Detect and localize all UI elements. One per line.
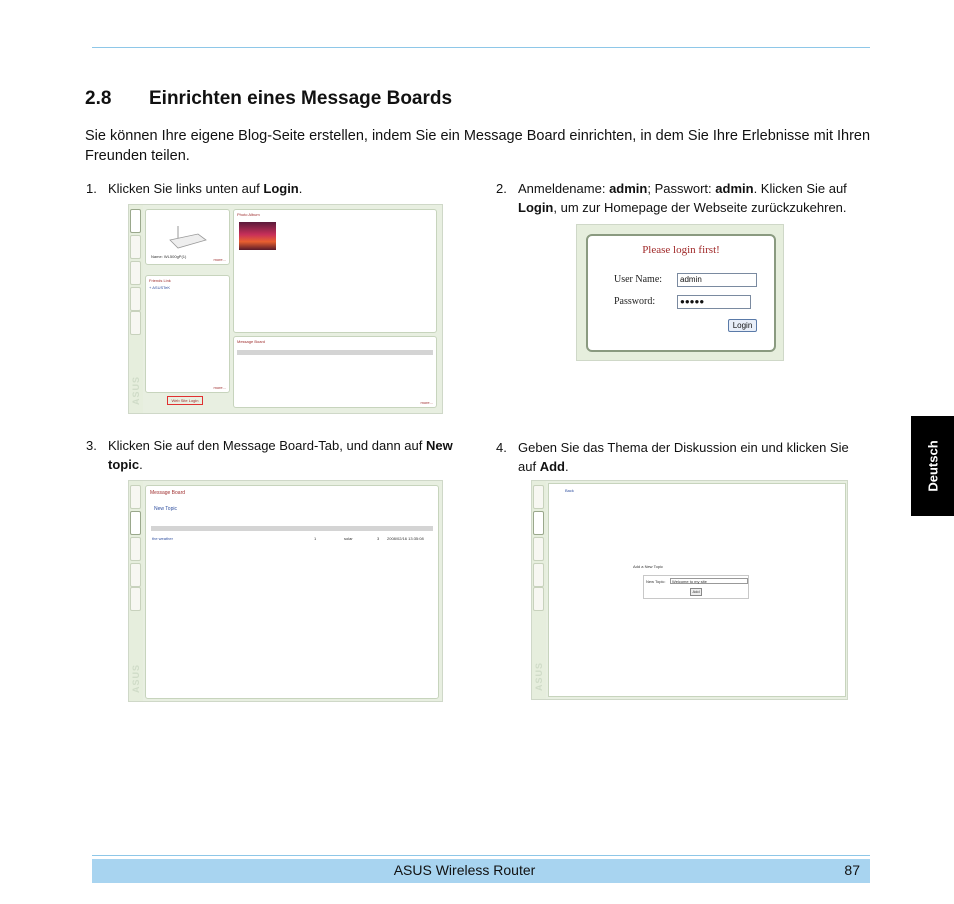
step-text: Geben Sie das Thema der Diskussion ein und klicken Sie auf (518, 440, 849, 474)
step-keyword: Login (263, 181, 299, 196)
topic-times: 3 (377, 536, 380, 541)
screenshot-add-topic (531, 480, 848, 700)
user-name-label: User Name: (614, 274, 663, 285)
section-heading (85, 88, 452, 110)
new-topic-link[interactable]: New Topic (154, 506, 177, 512)
new-topic-label: New Topic: (646, 579, 666, 584)
step-keyword: admin (715, 181, 754, 196)
tab-photo-album[interactable] (130, 261, 141, 285)
step-number: 3. (86, 438, 97, 453)
page-number: 87 (844, 862, 860, 878)
footer-rule (92, 855, 870, 856)
password-input[interactable]: ●●●●● (677, 295, 751, 309)
password-label: Password: (614, 296, 656, 307)
tab-message-board[interactable] (130, 511, 141, 535)
step-text: Klicken Sie auf den Message Board-Tab, und dann auf (108, 438, 426, 453)
step-text: Anmeldename: (518, 181, 610, 196)
table-header (151, 526, 433, 531)
step-1 (86, 179, 446, 198)
step-text: ; Passwort: (647, 181, 716, 196)
table-header (237, 350, 433, 355)
router-name: Name: WL500gP(1) (151, 254, 187, 259)
step-3 (86, 436, 458, 474)
tab-friends[interactable] (533, 563, 544, 587)
tab-home[interactable] (533, 485, 544, 509)
tab-message-board[interactable] (533, 511, 544, 535)
more-link[interactable]: more... (213, 257, 226, 262)
step-number: 4. (496, 440, 507, 455)
topic-last-post: 2008/02/16 13:35:08 (387, 536, 424, 541)
add-topic-page (548, 483, 846, 697)
router-icon (168, 224, 208, 250)
photo-album-panel (233, 209, 437, 333)
tab-settings[interactable] (533, 587, 544, 611)
step-number: 1. (86, 181, 97, 196)
panel-title: Message Board (237, 339, 266, 344)
new-topic-input[interactable]: Welcome to my site (670, 578, 748, 584)
footer-title: ASUS Wireless Router (393, 862, 536, 878)
web-site-login-link[interactable]: Web Site Login (167, 396, 203, 405)
intro-paragraph: Sie können Ihre eigene Blog-Seite erstellen, indem Sie ein Message Board einrichten, in dem Sie Ihre Erlebnisse mit Ihren Freunden teilen. (85, 128, 871, 164)
tab-home[interactable] (130, 209, 141, 233)
user-name-input[interactable]: admin (677, 273, 757, 287)
add-button[interactable]: Add (690, 588, 702, 596)
step-text: . Klicken Sie auf (753, 181, 847, 196)
message-board-page (145, 485, 439, 699)
step-keyword: New topic (108, 438, 453, 472)
panel-title: Friends Link (149, 278, 171, 283)
more-link[interactable]: more... (213, 385, 226, 390)
step-2 (496, 179, 868, 217)
topic-subject[interactable]: the weather (152, 536, 173, 541)
tab-friends[interactable] (130, 563, 141, 587)
step-keyword: admin (609, 181, 648, 196)
panel-title: Photo Album (237, 212, 260, 217)
step-keyword: Login (518, 200, 554, 215)
tab-photo-album[interactable] (533, 537, 544, 561)
tab-strip (129, 481, 143, 701)
album-photo[interactable] (239, 222, 276, 250)
step-4 (496, 438, 868, 476)
step-number: 2. (496, 181, 507, 196)
language-label: Deutsch (925, 440, 940, 492)
header-rule (92, 47, 870, 48)
tab-message-board[interactable] (130, 235, 141, 259)
tab-strip (129, 205, 143, 413)
tab-home[interactable] (130, 485, 141, 509)
add-topic-title: Add a New Topic (633, 564, 663, 569)
language-tab (911, 416, 954, 516)
asus-wordmark: ASUS (131, 375, 141, 405)
add-topic-form (643, 575, 749, 599)
step-text: , um zur Homepage der Webseite zurückzukehren. (553, 200, 847, 215)
login-title: Please login first! (642, 244, 720, 256)
section-title: Einrichten eines Message Boards (149, 88, 453, 109)
step-text: . (139, 457, 143, 472)
more-link[interactable]: more... (420, 400, 433, 405)
asus-wordmark: ASUS (534, 661, 544, 691)
tab-settings[interactable] (130, 587, 141, 611)
footer-bar (92, 859, 870, 883)
step-text: . (564, 459, 569, 474)
login-button[interactable]: Login (728, 319, 757, 332)
topic-last-poster: solar (344, 536, 353, 541)
page-title: Message Board (150, 490, 186, 496)
tab-photo-album[interactable] (130, 537, 141, 561)
back-link[interactable]: Back (565, 488, 574, 493)
section-number: 2.8 (85, 88, 112, 109)
asus-wordmark: ASUS (131, 663, 141, 693)
friend-link[interactable]: + ASUSTeK (149, 285, 171, 290)
step-keyword: Add (539, 459, 565, 474)
message-board-panel (233, 336, 437, 408)
router-panel (145, 209, 230, 265)
screenshot-homepage (128, 204, 443, 414)
tab-strip (532, 481, 546, 699)
step-text: . (298, 181, 303, 196)
login-form (586, 234, 776, 352)
friends-link-panel (145, 275, 230, 393)
tab-friends[interactable] (130, 287, 141, 311)
tab-settings[interactable] (130, 311, 141, 335)
topic-replies: 1 (314, 536, 317, 541)
screenshot-message-board (128, 480, 443, 702)
screenshot-login (576, 224, 784, 361)
step-text: Klicken Sie links unten auf (108, 181, 264, 196)
